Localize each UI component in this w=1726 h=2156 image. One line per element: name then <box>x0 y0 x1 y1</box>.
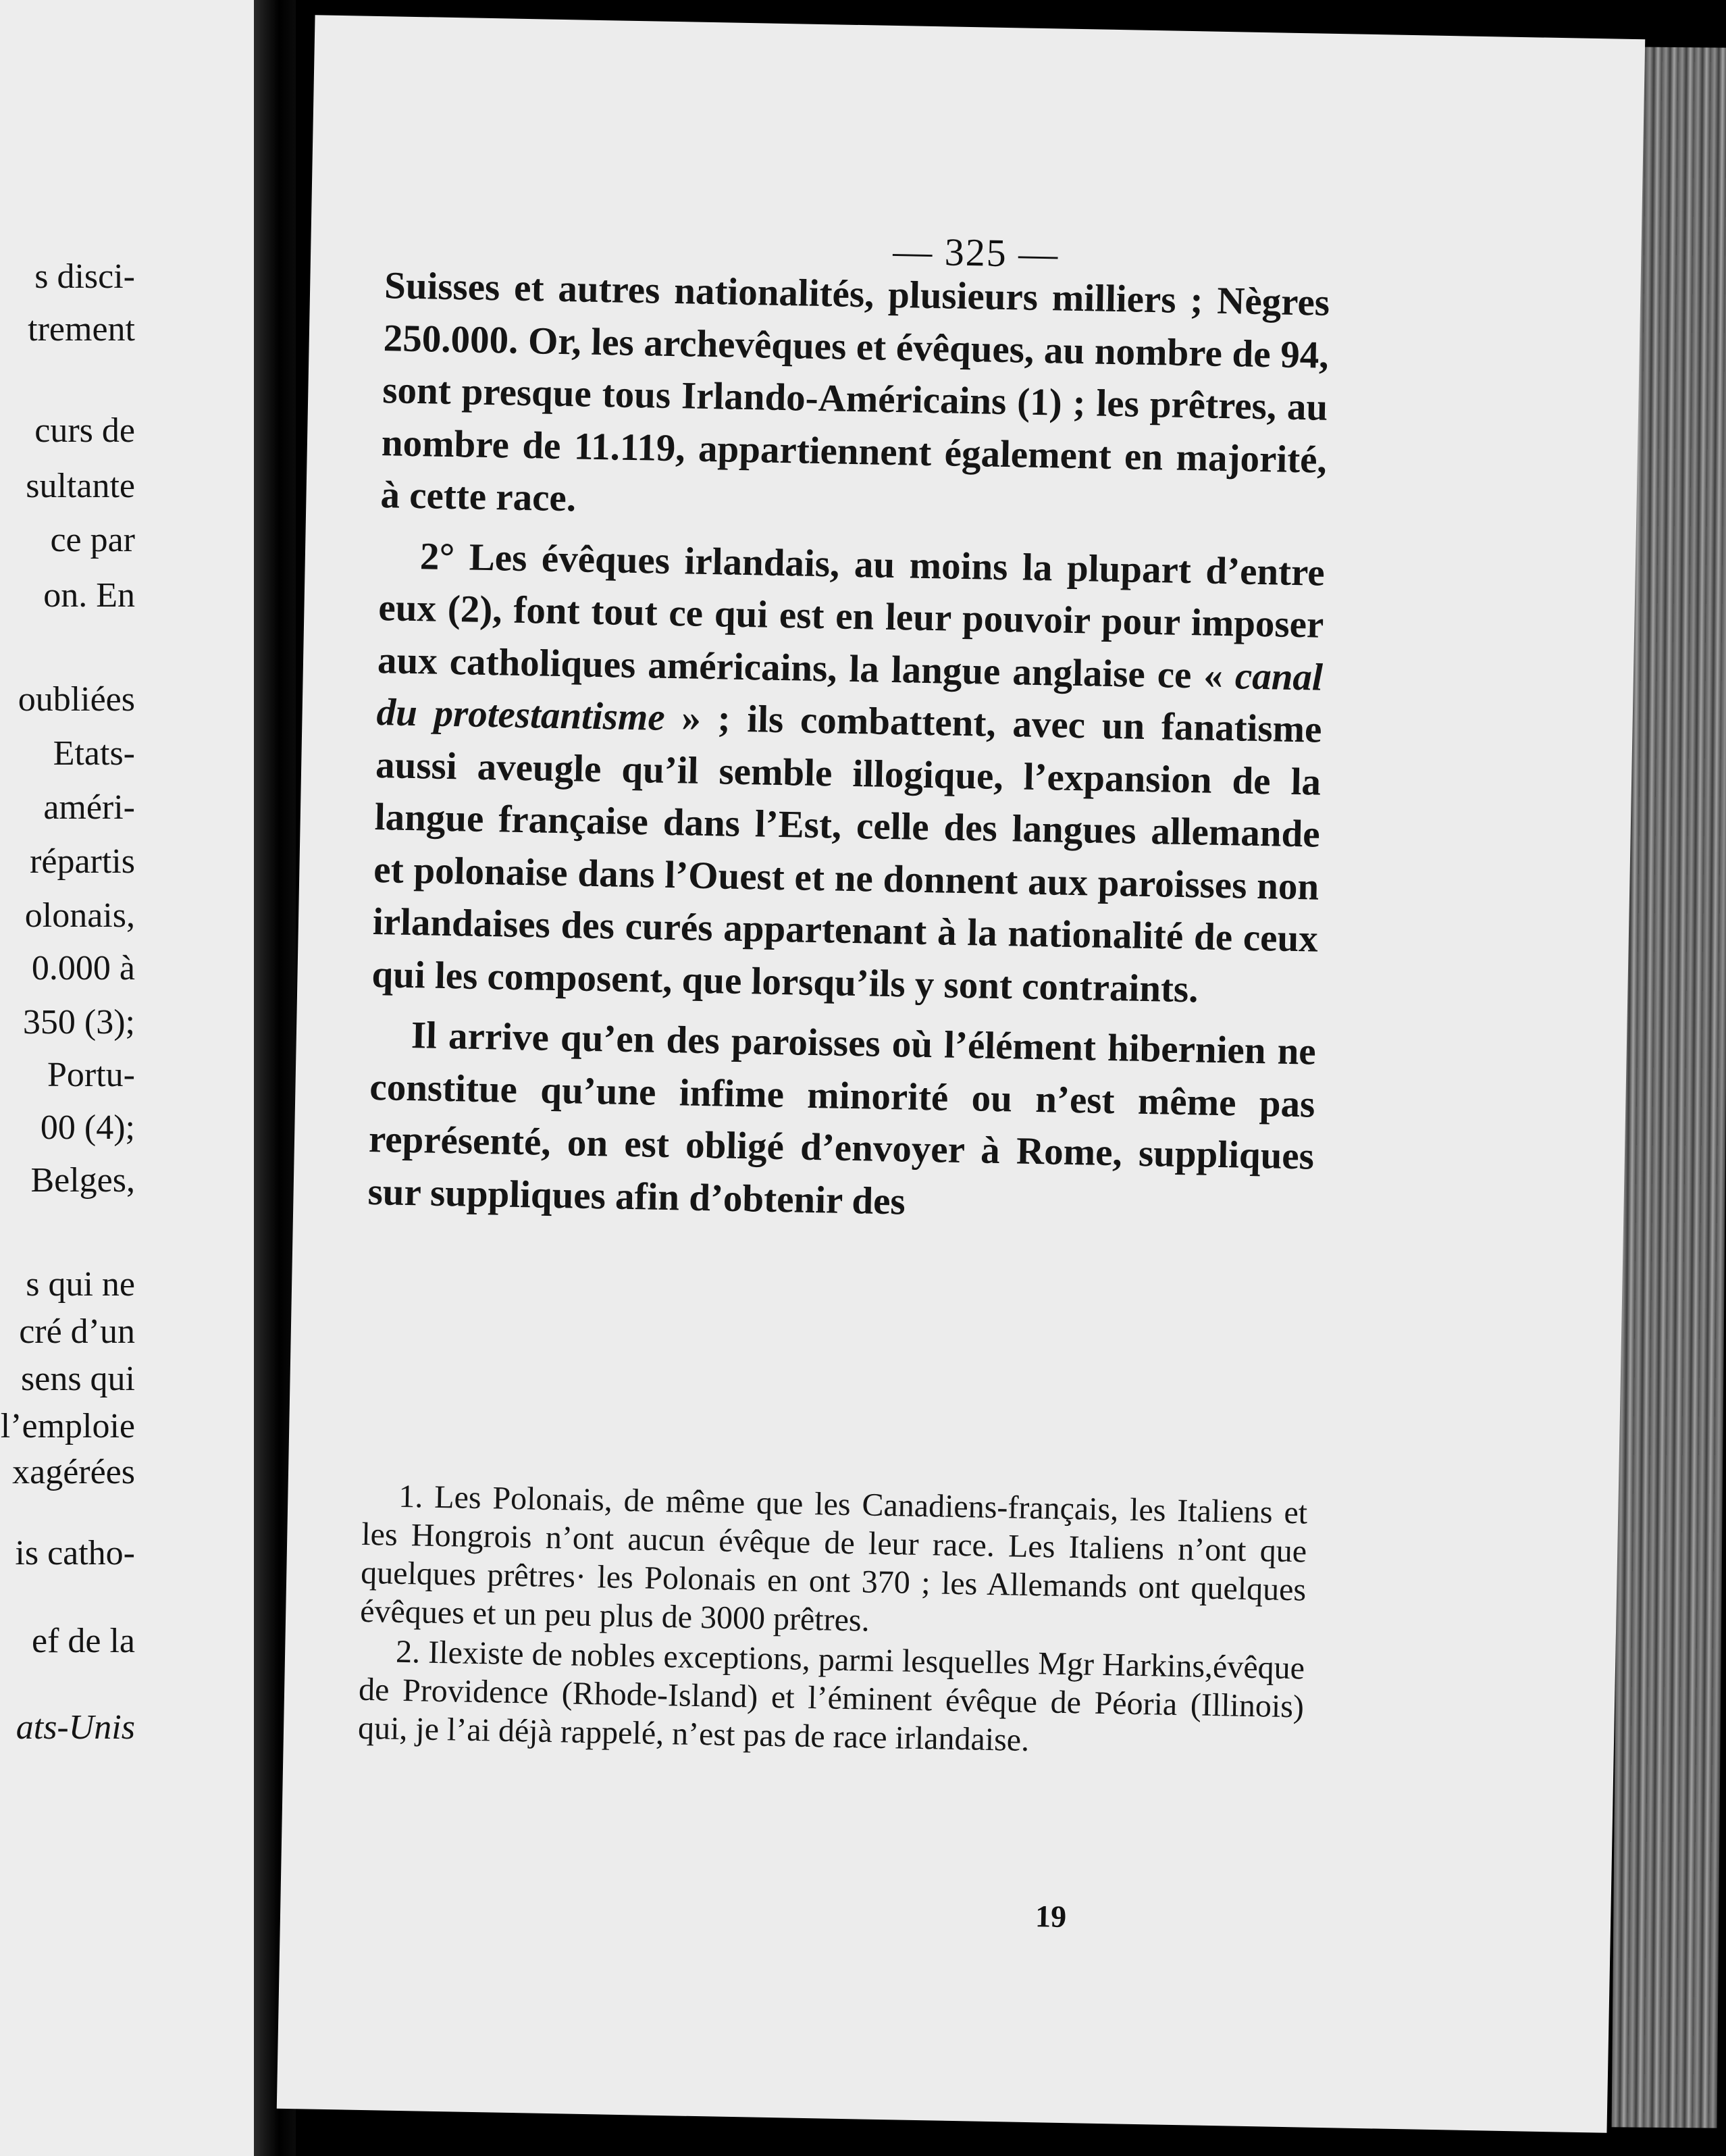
previous-page-fragment <box>0 0 254 2156</box>
left-fragment: sens qui <box>21 1360 135 1398</box>
main-page <box>277 15 1645 2133</box>
left-fragment: ef de la <box>31 1622 135 1660</box>
left-fragment: s qui ne <box>26 1265 135 1304</box>
left-fragment: améri- <box>43 788 135 827</box>
paragraph-3: Il arrive qu’en des paroisses où l’élément hibernien ne constitue qu’une infime minorité ou n’est même pas représenté, on est obligé d’envoyer à Rome, suppliques sur suppliques afin d’obtenir des <box>367 1014 1317 1223</box>
left-fragment: Belges, <box>30 1161 135 1200</box>
left-fragment: is catho- <box>15 1534 135 1572</box>
left-fragment: Etats- <box>53 734 135 773</box>
footnote-2: 2. Ilexiste de nobles exceptions, parmi lesquelles Mgr Harkins,évêque de Providence (Rhode-Island) et l’éminent évêque de Péoria (Illinois) qui, je l’ai déjà rappelé, n’est pas de race irlandaise. <box>357 1633 1305 1759</box>
left-fragment: oubliées <box>18 680 135 719</box>
body-text <box>367 259 1330 1235</box>
left-fragment: ats-Unis <box>16 1708 135 1747</box>
page-number: — 325 — <box>892 228 1060 276</box>
left-fragment: cré d’un <box>19 1312 135 1351</box>
italic-phrase: canal du protestantisme <box>376 654 1324 739</box>
left-fragment: sultante <box>26 467 135 505</box>
left-fragment: ce par <box>50 521 135 559</box>
left-fragment: xagérées <box>12 1453 135 1491</box>
footnote-1: 1. Les Polonais, de même que les Canadiens-français, les Italiens et les Hongrois n’ont aucun évêque de leur race. Les Italiens n’ont que quelques prêtres· les Polonais en ont 370 ; les Allemands ont quelques évêques et un peu plus de 3000 prêtres. <box>359 1478 1308 1639</box>
left-fragment: s disci- <box>34 257 135 296</box>
footnotes <box>358 1477 1308 1766</box>
left-fragment: 350 (3); <box>22 1003 135 1042</box>
left-fragment: 00 (4); <box>40 1108 135 1147</box>
signature-mark: 19 <box>1035 1899 1067 1934</box>
left-fragment: curs de <box>34 411 135 450</box>
left-fragment: répartis <box>30 842 135 881</box>
left-fragment: 0.000 à <box>31 949 135 987</box>
left-fragment: Portu- <box>47 1056 135 1094</box>
left-fragment: on. En <box>43 576 135 615</box>
left-fragment: olonais, <box>24 896 135 935</box>
paragraph-2 <box>371 530 1326 1018</box>
left-fragment: trement <box>28 310 135 349</box>
paragraph-1: Suisses et autres nationalités, plusieurs milliers ; Nègres 250.000. Or, les archevêques et évêques, au nombre de 94, sont presque tous Irlando-Américains (1) ; les prêtres, au nombre de 11.119, appartiennent également en majorité, à cette race. <box>380 264 1330 520</box>
paragraph-2-start: 2° Les évêques irlandais, au moins la plupart d’entre eux (2), font tout ce qui est en leur pouvoir pour imposer aux catholiques américains, la langue anglaise ce « <box>377 534 1326 697</box>
left-fragment: l’emploie <box>0 1407 135 1445</box>
paragraph-2-end: » ; ils combattent, avec un fanatisme aussi aveugle qu’il semble illogique, l’expansion de la langue française dans l’Est, celle des langues allemande et polonaise dans l’Ouest et ne donnent aux paroisses non irlandaises des curés appartenant à la nationalité de ceux qui les composent, que lorsqu’ils y sont contraints. <box>371 696 1323 1010</box>
